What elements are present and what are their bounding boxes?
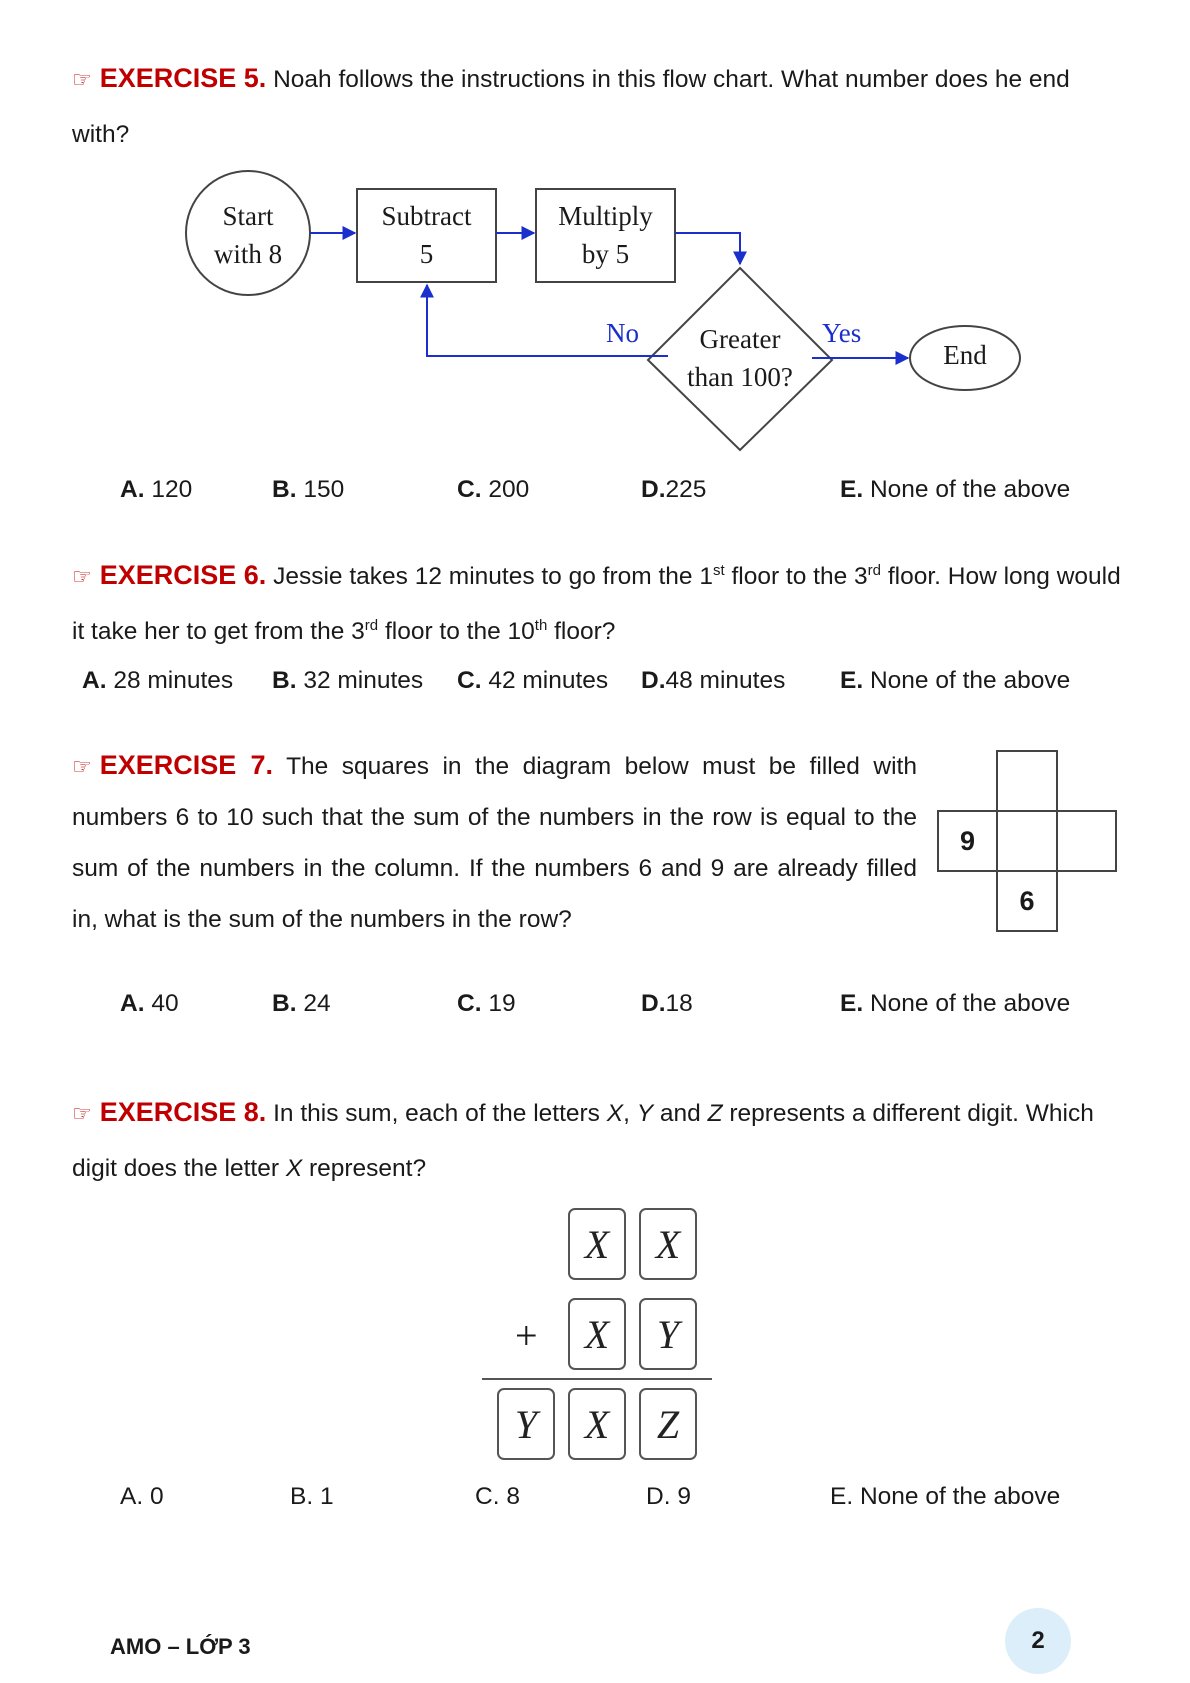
exercise-6-label: EXERCISE 6. <box>99 560 267 590</box>
sum-result-cell-3: Z <box>639 1388 697 1460</box>
grid-cell-bottom: 6 <box>996 870 1058 932</box>
yes-label: Yes <box>822 318 862 348</box>
grid-cell-left: 9 <box>937 810 998 872</box>
grid-cell-right <box>1056 810 1117 872</box>
sum-row1-cell-2: X <box>639 1208 697 1280</box>
ex6-option-a[interactable]: A. 28 minutes <box>82 667 234 694</box>
ex8-option-e[interactable]: E. None of the above <box>830 1483 1061 1510</box>
exercise-8-text: ☞ EXERCISE 8. In this sum, each of the letters X, Y and Z represents a different digit. Which digit does the letter X represent? <box>72 1097 1094 1182</box>
pointing-hand-icon: ☞ <box>72 1101 92 1126</box>
ex7-option-e[interactable]: E. None of the above <box>840 990 1071 1017</box>
grid-cell-center <box>996 810 1058 872</box>
exercise-7-text <box>72 740 917 945</box>
ex5-option-d[interactable]: D.225 <box>641 476 707 503</box>
exercise-6-text: ☞ EXERCISE 6. Jessie takes 12 minutes to go from the 1st floor to the 3rd floor. How long would it take her to get from the 3rd floor to the 10th floor? <box>72 560 1121 645</box>
plus-sign: + <box>515 1313 538 1358</box>
ex8-option-b[interactable]: B. 1 <box>290 1483 334 1510</box>
no-label: No <box>606 318 639 348</box>
subtract-label: Subtract 5 <box>381 201 472 269</box>
ex8-option-c[interactable]: C. 8 <box>475 1483 520 1510</box>
ex5-option-b[interactable]: B. 150 <box>272 476 345 503</box>
pointing-hand-icon: ☞ <box>72 754 92 779</box>
ex5-option-c[interactable]: C. 200 <box>457 476 530 503</box>
exercise-8-label: EXERCISE 8. <box>99 1097 267 1127</box>
ex6-option-c[interactable]: C. 42 minutes <box>457 667 609 694</box>
page-number-badge: 2 <box>1005 1608 1071 1674</box>
decision-label: Greater than 100? <box>687 324 793 392</box>
ex5-option-a[interactable]: A. 120 <box>120 476 193 503</box>
flow-chart <box>0 0 1190 470</box>
ex7-option-b[interactable]: B. 24 <box>272 990 331 1017</box>
ex8-option-d[interactable]: D. 9 <box>646 1483 691 1510</box>
footer-title: AMO – LỚP 3 <box>110 1634 251 1659</box>
multiply-label: Multiply by 5 <box>558 201 653 269</box>
sum-row2-cell-1: X <box>568 1298 626 1370</box>
ex5-option-e[interactable]: E. None of the above <box>840 476 1071 503</box>
exercise-5-label: EXERCISE 5. <box>99 63 267 93</box>
pointing-hand-icon: ☞ <box>72 564 92 589</box>
ex6-option-b[interactable]: B. 32 minutes <box>272 667 424 694</box>
ex7-option-d[interactable]: D.18 <box>641 990 693 1017</box>
sum-row2-cell-2: Y <box>639 1298 697 1370</box>
ex8-option-a[interactable]: A. 0 <box>120 1483 164 1510</box>
ex7-option-c[interactable]: C. 19 <box>457 990 516 1017</box>
sum-divider <box>482 1378 712 1380</box>
ex6-option-e[interactable]: E. None of the above <box>840 667 1071 694</box>
sum-row1-cell-1: X <box>568 1208 626 1280</box>
end-label: End <box>943 340 987 370</box>
grid-cell-top <box>996 750 1058 812</box>
sum-result-cell-2: X <box>568 1388 626 1460</box>
exercise-7-label: EXERCISE 7. <box>99 750 273 780</box>
ex6-option-d[interactable]: D.48 minutes <box>641 667 786 694</box>
exercise-7-question: The squares in the diagram below must be filled with numbers 6 to 10 such that the sum of the numbers in the row is equal to the sum of the numbers in the column. If the numbers 6 and 9 are already filled in, what is the sum of the numbers in the row? <box>72 753 917 933</box>
sum-result-cell-1: Y <box>497 1388 555 1460</box>
ex7-option-a[interactable]: A. 40 <box>120 990 179 1017</box>
start-label: Start with 8 <box>213 201 283 269</box>
arrow-multiply-decision <box>675 233 740 264</box>
exercise-5-question: Noah follows the instructions in this flow chart. What number does he end with? <box>72 66 1070 148</box>
pointing-hand-icon: ☞ <box>72 67 92 92</box>
